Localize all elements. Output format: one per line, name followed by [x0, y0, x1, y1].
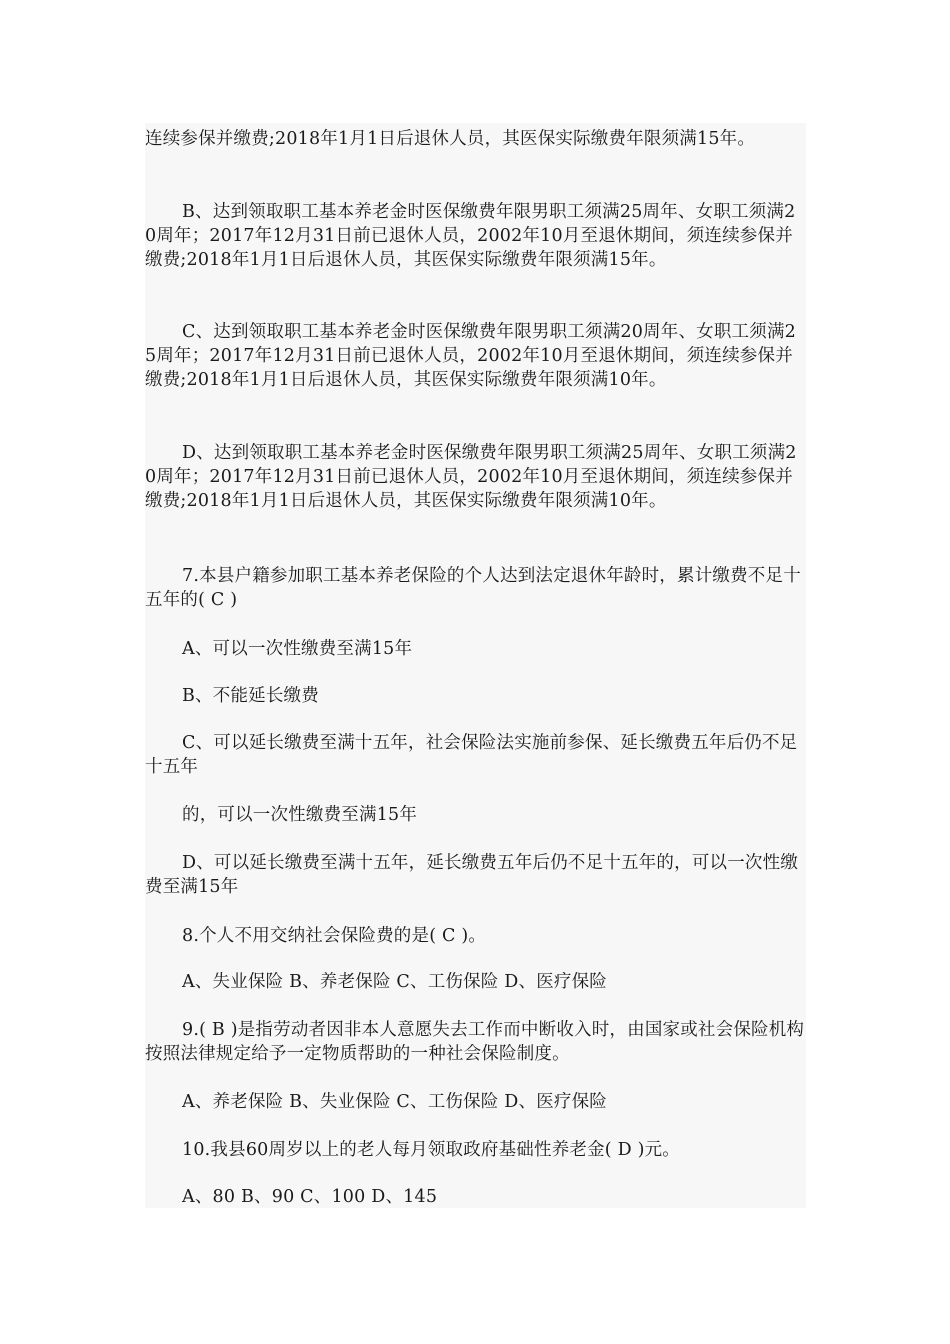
paragraph-q7-option-b: B、不能延长缴费: [182, 686, 319, 706]
paragraph-q7-option-c: C、可以延长缴费至满十五年，社会保险法实施前参保、延长缴费五年后仍不足十五年: [145, 733, 798, 777]
paragraph-q7-option-c-continued: 的，可以一次性缴费至满15年: [182, 805, 418, 825]
paragraph-q10-options: A、80 B、90 C、100 D、145: [182, 1187, 438, 1207]
paragraph-q6-option-c: C、达到领取职工基本养老金时医保缴费年限男职工须满20周年、女职工须满25周年；2017年12月31日前已退休人员，2002年10月至退休期间，须连续参保并缴费;2018年1月1日后退休人员，其医保实际缴费年限须满10年。: [145, 322, 796, 390]
paragraph-q9-question: 9.( B )是指劳动者因非本人意愿失去工作而中断收入时，由国家或社会保险机构按照法律规定给予一定物质帮助的一种社会保险制度。: [145, 1020, 805, 1064]
document-page: [145, 123, 806, 1208]
paragraph-q10-question: 10.我县60周岁以上的老人每月领取政府基础性养老金( D )元。: [182, 1140, 681, 1160]
paragraph-q7-option-a: A、可以一次性缴费至满15年: [182, 639, 413, 659]
paragraph-q6-option-d: D、达到领取职工基本养老金时医保缴费年限男职工须满25周年、女职工须满20周年；2017年12月31日前已退休人员，2002年10月至退休期间，须连续参保并缴费;2018年1月1日后退休人员，其医保实际缴费年限须满10年。: [145, 443, 797, 511]
paragraph-q6-option-b: B、达到领取职工基本养老金时医保缴费年限男职工须满25周年、女职工须满20周年；2017年12月31日前已退休人员，2002年10月至退休期间，须连续参保并缴费;2018年1月1日后退休人员，其医保实际缴费年限须满15年。: [145, 202, 796, 270]
paragraph-q9-options: A、养老保险 B、失业保险 C、工伤保险 D、医疗保险: [182, 1092, 608, 1112]
paragraph-q7-option-d: D、可以延长缴费至满十五年，延长缴费五年后仍不足十五年的，可以一次性缴费至满15年: [145, 853, 799, 897]
paragraph-q8-question: 8.个人不用交纳社会保险费的是( C )。: [182, 926, 487, 946]
paragraph-q7-question: 7.本县户籍参加职工基本养老保险的个人达到法定退休年龄时，累计缴费不足十五年的( C ): [145, 566, 801, 610]
paragraph-q8-options: A、失业保险 B、养老保险 C、工伤保险 D、医疗保险: [182, 972, 608, 992]
paragraph-option-a-continued: 连续参保并缴费;2018年1月1日后退休人员，其医保实际缴费年限须满15年。: [145, 129, 756, 149]
